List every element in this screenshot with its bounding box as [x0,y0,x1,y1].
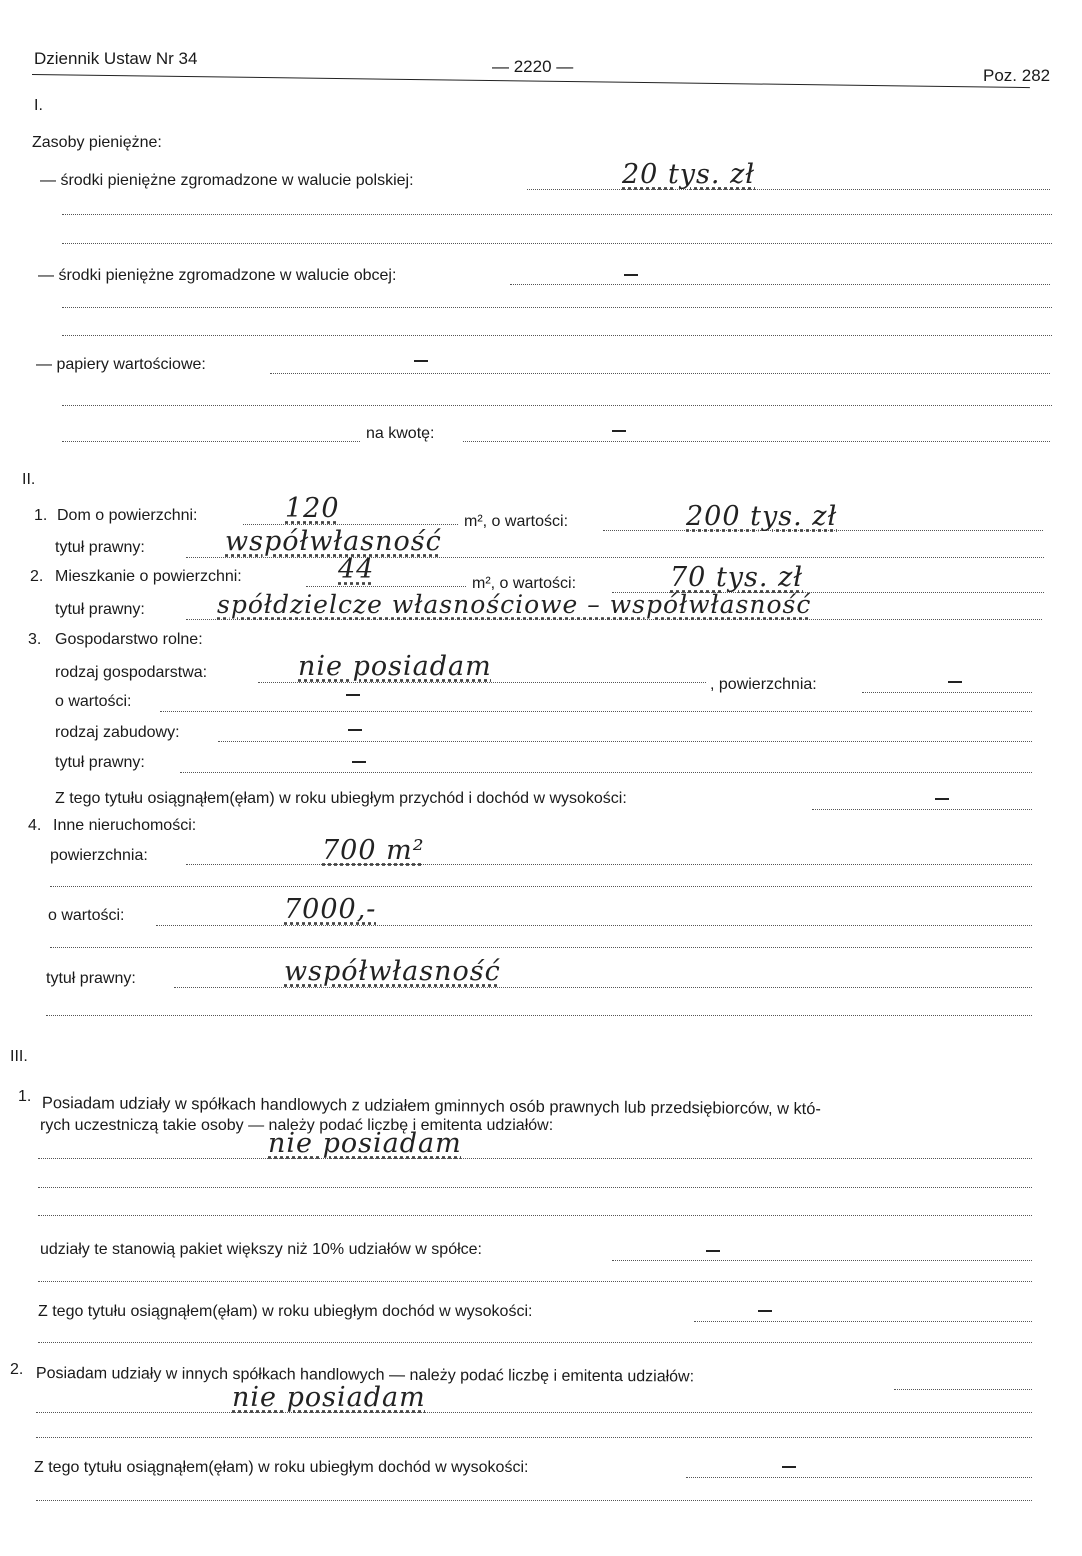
farm-label: Gospodarstwo rolne: [55,631,203,648]
farm-worth-label: o wartości: [55,693,132,710]
header-position: Poz. 282 [983,66,1051,85]
other-worth-value: 7000,- [284,894,377,925]
farm-build-dots [218,741,1032,742]
securities-extra-line [62,405,1052,406]
foreign-value [624,274,638,276]
q1-packet-dots [612,1260,1032,1261]
q1-income-value [758,1310,772,1312]
amount-leading-dots [62,441,360,442]
other-label: Inne nieruchomości: [53,817,197,834]
securities-label: — papiery wartościowe: [36,356,206,373]
flat-value: 70 tys. zł [670,562,804,593]
q1-income-dots [694,1321,1032,1322]
q2-label: Posiadam udziały w innych spółkach handlowych — należy podać liczbę i emitenta udziałów: [35,1365,695,1386]
other-area-extra-line [50,886,1032,887]
foreign-extra-line-1 [62,307,1052,308]
pln-dots [527,189,1050,190]
q1-dots [38,1158,1032,1159]
farm-income-label: Z tego tytułu osiągnąłem(ęłam) w roku ubiegłym przychód i dochód w wysokości: [55,790,627,807]
section-3-heading: III. [10,1048,28,1065]
q1-income-extra-line [38,1342,1032,1343]
securities-value [414,360,428,362]
house-number: 1. [34,507,48,524]
header-journal: Dziennik Ustaw Nr 34 [34,49,198,68]
amount-value [612,430,626,432]
house-title-dots [186,557,1044,558]
farm-type-value: nie posiadam [298,651,492,682]
farm-build-label: rodzaj zabudowy: [55,724,180,741]
other-title-label: tytuł prawny: [46,970,136,987]
q1-number: 1. [18,1088,32,1105]
house-m2-label: m², o wartości: [464,513,569,530]
q2-income-extra-line [36,1500,1032,1501]
pln-extra-line-1 [62,214,1052,215]
house-title-value: współwłasność [225,526,442,557]
q2-income-value [782,1466,796,1468]
q2-income-dots [686,1477,1032,1478]
q1-extra-line-2 [38,1215,1032,1216]
farm-number: 3. [28,631,42,648]
flat-area-value: 44 [338,554,375,585]
flat-title-label: tytuł prawny: [55,601,145,618]
foreign-extra-line-2 [62,335,1052,336]
farm-worth-dots [160,711,1032,712]
house-area-dots [243,524,458,525]
amount-dots [463,441,1050,442]
flat-area-dots [306,586,466,587]
q2-income-label: Z tego tytułu osiągnąłem(ęłam) w roku ubiegłym dochód w wysokości: [34,1459,529,1476]
farm-income-dots [812,809,1032,810]
q1-text-line-1: Posiadam udziały w spółkach handlowych z udziałem gminnych osób prawnych lub przedsiębiorców, w któ- [41,1094,821,1119]
other-number: 4. [28,817,42,834]
q1-packet-label: udziały te stanowią pakiet większy niż 10% udziałów w spółce: [40,1241,482,1258]
other-area-dots [186,864,1032,865]
q1-value: nie posiadam [268,1128,462,1159]
farm-area-value [948,681,962,683]
other-worth-label: o wartości: [48,907,125,924]
flat-m2-label: m², o wartości: [472,575,577,592]
pln-extra-line-2 [62,243,1052,244]
foreign-label: — środki pieniężne zgromadzone w walucie obcej: [38,267,397,284]
other-worth-dots [156,925,1032,926]
q1-extra-line-1 [38,1187,1032,1188]
flat-label: Mieszkanie o powierzchni: [55,568,242,585]
farm-type-label: rodzaj gospodarstwa: [55,664,208,681]
flat-number: 2. [30,568,44,585]
house-label: Dom o powierzchni: [57,507,198,524]
section-2-heading: II. [22,471,36,488]
house-area-value: 120 [285,493,340,524]
farm-build-value [348,729,362,731]
farm-worth-value [346,694,360,696]
section-1-heading: I. [34,97,43,114]
q2-value: nie posiadam [232,1382,426,1413]
securities-dots [270,373,1050,374]
q1-income-label: Z tego tytułu osiągnąłem(ęłam) w roku ubiegłym dochód w wysokości: [38,1303,533,1320]
other-title-value: współwłasność [284,956,501,987]
house-value: 200 tys. zł [686,501,838,532]
q1-packet-extra-line [38,1281,1032,1282]
other-title-extra-line [46,1015,1032,1016]
flat-title-value: spółdzielcze własnościowe – współwłasność [217,590,812,619]
q2-dots [894,1389,1032,1390]
header-page-number: — 2220 — [492,57,574,76]
q2-extra-line [36,1437,1032,1438]
q2-value-line [36,1412,1032,1413]
foreign-dots [510,284,1050,285]
farm-title-label: tytuł prawny: [55,754,145,771]
other-title-dots [174,987,1032,988]
q1-packet-value [706,1250,720,1252]
other-worth-extra-line [50,947,1032,948]
pln-value: 20 tys. zł [622,159,756,190]
pln-label: — środki pieniężne zgromadzone w walucie polskiej: [40,172,414,189]
q2-number: 2. [10,1361,24,1378]
farm-title-dots [180,772,1032,773]
farm-type-dots [258,682,706,683]
farm-area-dots [862,692,1032,693]
other-area-label: powierzchnia: [50,847,148,864]
other-area-value: 700 m² [322,835,425,866]
q1-text-line-2: rych uczestniczą takie osoby — należy podać liczbę i emitenta udziałów: [40,1117,554,1134]
house-title-label: tytuł prawny: [55,539,145,556]
cash-heading: Zasoby pieniężne: [32,134,162,151]
farm-income-value [935,798,949,800]
farm-title-value [352,761,366,763]
amount-label: na kwotę: [366,425,435,442]
farm-area-label: , powierzchnia: [710,676,817,693]
